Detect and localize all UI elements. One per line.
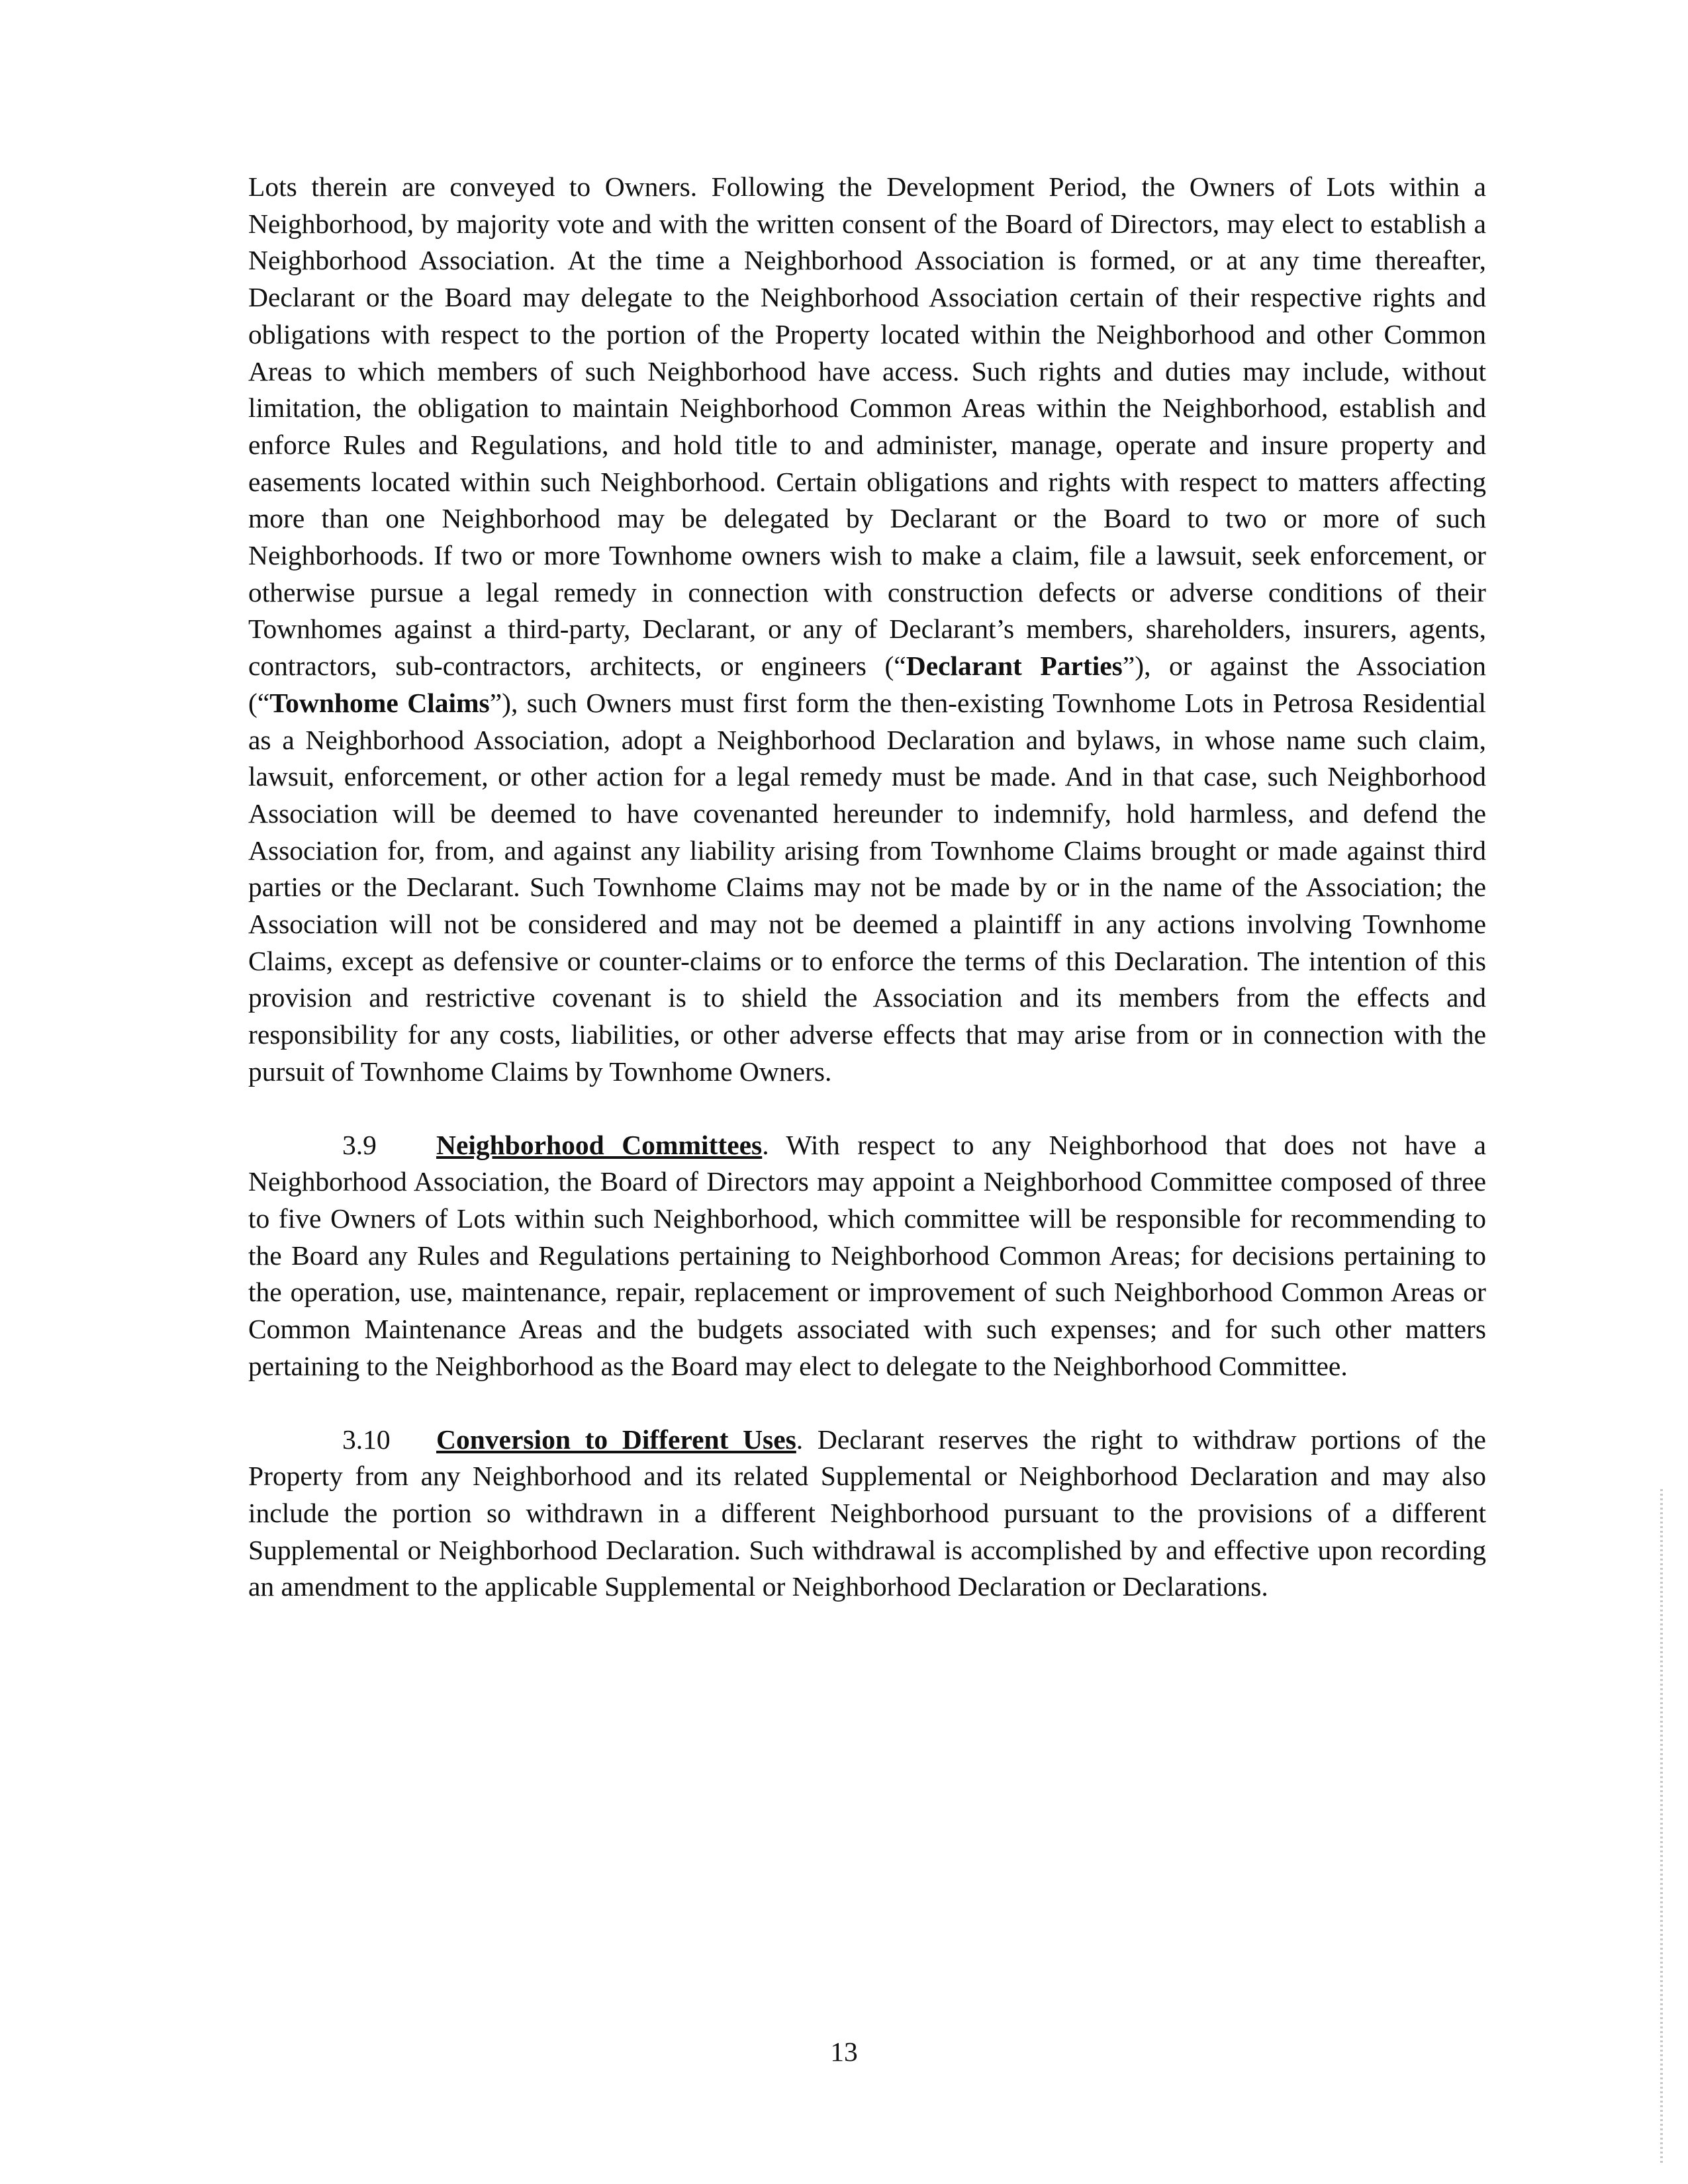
section-body: . Declarant reserves the right to withdraw portions of the Property from any Neighborhood and its related Supplemental or Neighborhood Declaration and may also include the portion so withdrawn in a different Neighborhood pursuant to the provisions of a different Supplemental or Neighborhood Declaration. Such withdrawal is accomplished by and effective upon recording an amendment to the applicable Supplemental or Neighborhood Declaration or Declarations. bbox=[248, 1424, 1486, 1602]
section-3-10 bbox=[248, 1422, 1486, 1606]
section-number: 3.10 bbox=[342, 1424, 391, 1455]
section-title: Neighborhood Committees bbox=[436, 1129, 763, 1160]
page-number: 13 bbox=[830, 2036, 858, 2067]
scan-edge-mark bbox=[1660, 1489, 1663, 2164]
document-page bbox=[248, 169, 1486, 1606]
intro-paragraph bbox=[248, 169, 1486, 1091]
section-number: 3.9 bbox=[342, 1129, 377, 1160]
section-body: . With respect to any Neighborhood that does not have a Neighborhood Association, the Board of Directors may appoint a Neighborhood Committee composed of three to five Owners of Lots within such Neighborhood, which committee will be responsible for recommending to the Board any Rules and Regulations pertaining to Neighborhood Common Areas; for decisions pertaining to the operation, use, maintenance, repair, replacement or improvement of such Neighborhood Common Areas or Common Maintenance Areas and the budgets associated with such expenses; and for such other matters pertaining to the Neighborhood as the Board may elect to delegate to the Neighborhood Committee. bbox=[248, 1129, 1486, 1381]
defined-term-townhome-claims: Townhome Claims bbox=[269, 687, 490, 718]
intro-text-3: ”), such Owners must first form the then-existing Townhome Lots in Petrosa Residential as a Neighborhood Association, adopt a Neighborhood Declaration and bylaws, in whose name such claim, lawsuit, enforcement, or other action for a legal remedy must be made. And in that case, such Neighborhood Association will be deemed to have covenanted hereunder to indemnify, hold harmless, and defend the Association for, from, and against any liability arising from Townhome Claims brought or made against third parties or the Declarant. Such Townhome Claims may not be made by or in the name of the Association; the Association will not be considered and may not be deemed a plaintiff in any actions involving Townhome Claims, except as defensive or counter-claims or to enforce the terms of this Declaration. The intention of this provision and restrictive covenant is to shield the Association and its members from the effects and responsibility for any costs, liabilities, or other adverse effects that may arise from or in connection with the pursuit of Townhome Claims by Townhome Owners. bbox=[248, 687, 1486, 1087]
intro-text-1: Lots therein are conveyed to Owners. Following the Development Period, the Owners of Lots within a Neighborhood, by majority vote and with the written consent of the Board of Directors, may elect to establish a Neighborhood Association. At the time a Neighborhood Association is formed, or at any time thereafter, Declarant or the Board may delegate to the Neighborhood Association certain of their respective rights and obligations with respect to the portion of the Property located within the Neighborhood and other Common Areas to which members of such Neighborhood have access. Such rights and duties may include, without limitation, the obligation to maintain Neighborhood Common Areas within the Neighborhood, establish and enforce Rules and Regulations, and hold title to and administer, manage, operate and insure property and easements located within such Neighborhood. Certain obligations and rights with respect to matters affecting more than one Neighborhood may be delegated by Declarant or the Board to two or more of such Neighborhoods. If two or more Townhome owners wish to make a claim, file a lawsuit, seek enforcement, or otherwise pursue a legal remedy in connection with construction defects or adverse conditions of their Townhomes against a third-party, Declarant, or any of Declarant’s members, shareholders, insurers, agents, contractors, sub-contractors, architects, or engineers (“ bbox=[248, 171, 1486, 682]
section-3-9 bbox=[248, 1127, 1486, 1385]
section-title: Conversion to Different Uses bbox=[436, 1424, 796, 1455]
intro-text-2: ”), or against the Association (“ bbox=[248, 651, 1487, 718]
defined-term-declarant-parties: Declarant Parties bbox=[906, 651, 1123, 682]
